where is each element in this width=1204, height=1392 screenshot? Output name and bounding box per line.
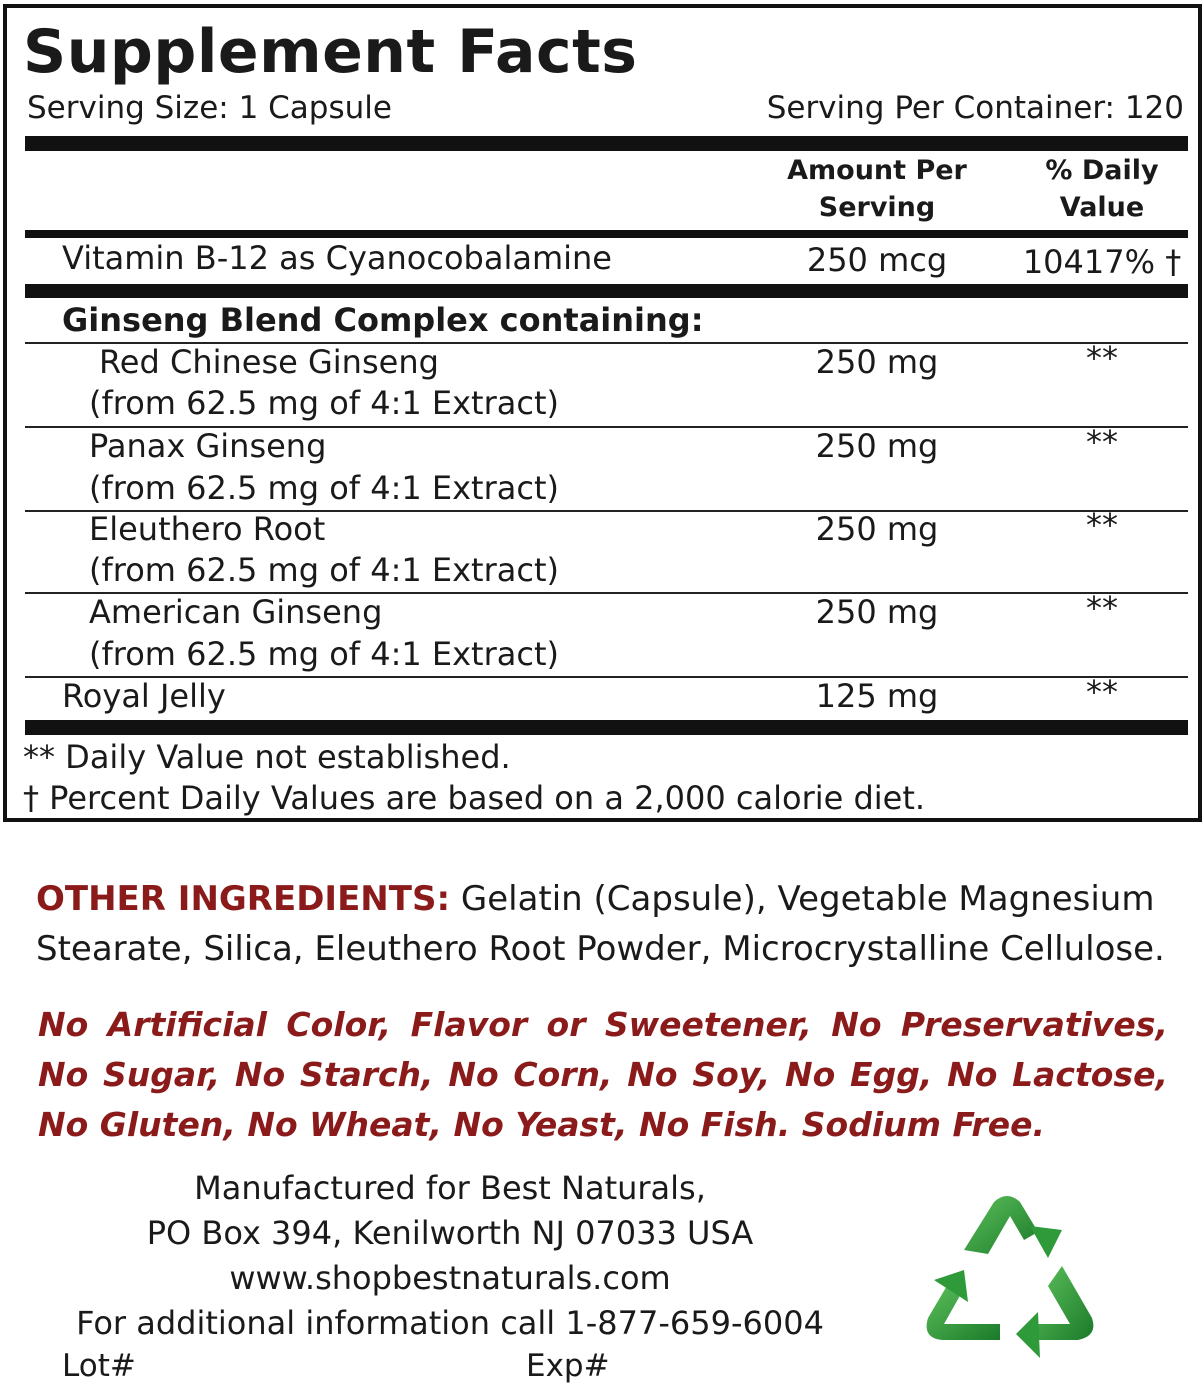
blend-title: Ginseng Blend Complex containing: — [62, 301, 704, 339]
expiration-label: Exp# — [526, 1348, 610, 1384]
blend-item-name: Eleuthero Root — [89, 510, 326, 548]
column-header-daily-value — [1007, 152, 1197, 226]
column-header-dv-line1: % Daily — [1045, 155, 1159, 186]
vitamin-name: Vitamin B-12 as Cyanocobalamine — [62, 239, 612, 277]
free-from-claims: No Artificial Color, Flavor or Sweetener, No Preservatives, No Sugar, No Starch, No Corn, No Soy, No Egg, No Lactose, No Gluten, No Wheat, No Yeast, No Fish. Sodium Free. — [38, 1005, 1168, 1144]
recycle-arrow-left — [927, 1270, 1000, 1340]
blend-item-amount: 250 mg — [815, 510, 939, 548]
other-ingredients — [36, 874, 1186, 974]
other-ingredients-text: Gelatin (Capsule), Vegetable Magnesium Stearate, Silica, Eleuthero Root Powder, Microcrystalline Cellulose. — [36, 879, 1165, 969]
royal-jelly-name: Royal Jelly — [62, 677, 226, 715]
recycle-arrow-top — [964, 1196, 1062, 1258]
vitamin-daily-value: 10417% † — [1022, 243, 1182, 281]
facts-title: Supplement Facts — [23, 17, 638, 87]
manufacturer-info — [40, 1166, 860, 1346]
serving-size: Serving Size: 1 Capsule — [27, 90, 392, 126]
blend-item-amount: 250 mg — [815, 343, 939, 381]
blend-item-source: (from 62.5 mg of 4:1 Extract) — [89, 469, 559, 507]
blend-item-amount: 250 mg — [815, 427, 939, 465]
column-header-dv-line2: Value — [1059, 192, 1145, 223]
blend-item-source: (from 62.5 mg of 4:1 Extract) — [89, 384, 559, 422]
royal-jelly-amount: 125 mg — [815, 677, 939, 715]
blend-item-daily-value: ** — [1086, 339, 1118, 377]
manufacturer-line: Manufactured for Best Naturals, — [194, 1169, 706, 1207]
blend-item-name: Red Chinese Ginseng — [99, 343, 439, 381]
column-header-amount — [767, 152, 987, 226]
recycle-icon — [912, 1188, 1102, 1368]
royal-jelly-daily-value: ** — [1086, 673, 1118, 711]
recycle-arrow-right — [1016, 1266, 1093, 1358]
blend-item-name: Panax Ginseng — [89, 427, 327, 465]
blend-item-amount: 250 mg — [815, 593, 939, 631]
other-ingredients-label: OTHER INGREDIENTS: — [36, 879, 451, 919]
vitamin-amount: 250 mcg — [806, 241, 948, 279]
blend-item-daily-value: ** — [1086, 423, 1118, 461]
footnote-daily-value: ** Daily Value not established. — [23, 738, 511, 776]
thick-divider — [25, 284, 1188, 298]
column-header-amount-line2: Serving — [818, 192, 936, 223]
footnote-calorie-diet: † Percent Daily Values are based on a 2,000 calorie diet. — [23, 779, 926, 817]
lot-number-label: Lot# — [62, 1348, 136, 1384]
blend-item-name: American Ginseng — [89, 593, 383, 631]
blend-item-daily-value: ** — [1086, 589, 1118, 627]
thick-divider — [25, 136, 1188, 151]
blend-item-source: (from 62.5 mg of 4:1 Extract) — [89, 635, 559, 673]
blend-item-source: (from 62.5 mg of 4:1 Extract) — [89, 551, 559, 589]
thick-divider — [25, 720, 1188, 735]
medium-divider — [25, 230, 1188, 238]
blend-item-daily-value: ** — [1086, 506, 1118, 544]
manufacturer-phone: For additional information call 1-877-659-6004 — [76, 1304, 824, 1342]
manufacturer-website: www.shopbestnaturals.com — [229, 1259, 671, 1297]
manufacturer-address: PO Box 394, Kenilworth NJ 07033 USA — [146, 1214, 754, 1252]
column-header-amount-line1: Amount Per — [787, 155, 967, 186]
servings-per-container: Serving Per Container: 120 — [766, 90, 1184, 126]
supplement-facts-panel — [3, 4, 1202, 822]
